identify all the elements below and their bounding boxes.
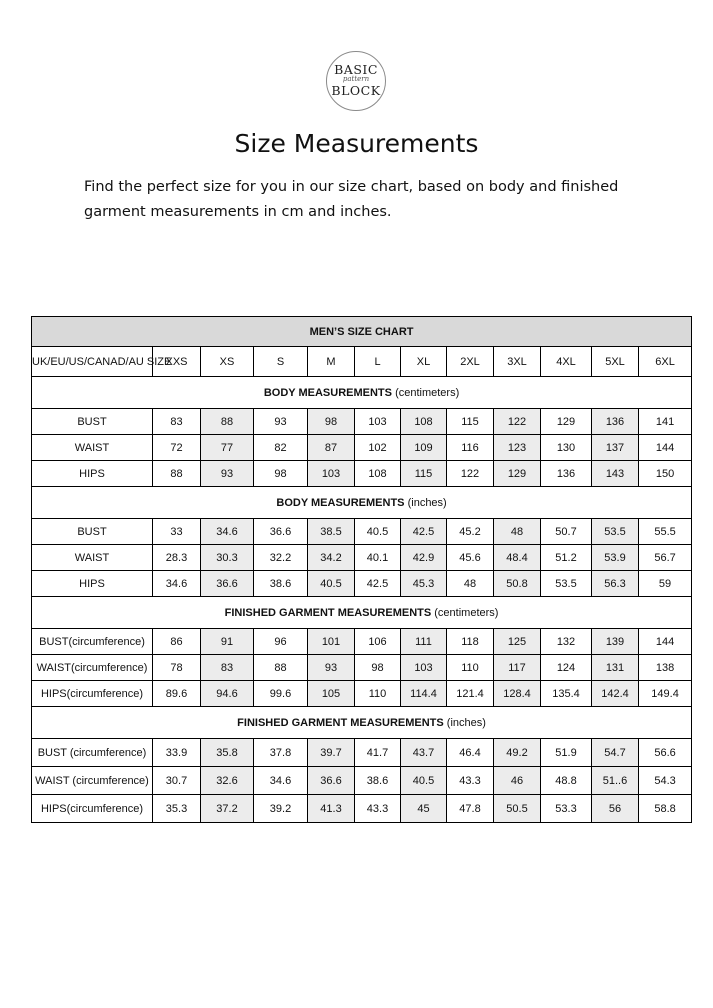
measurement-cell: 42.9 [401, 545, 447, 571]
measurement-cell: 129 [494, 461, 541, 487]
measurement-cell: 43.3 [355, 795, 401, 823]
measurement-cell: 56 [592, 795, 639, 823]
measurement-cell: 88 [153, 461, 201, 487]
row-label: HIPS [32, 571, 153, 597]
logo-text-pattern: pattern [342, 75, 370, 83]
measurement-cell: 34.6 [153, 571, 201, 597]
measurement-cell: 86 [153, 629, 201, 655]
measurement-cell: 142.4 [592, 681, 639, 707]
section-unit: (centimeters) [395, 386, 460, 399]
size-header-cell: 4XL [541, 347, 592, 377]
measurement-cell: 128.4 [494, 681, 541, 707]
measurement-cell: 132 [541, 629, 592, 655]
measurement-cell: 34.6 [201, 519, 254, 545]
measurement-cell: 115 [401, 461, 447, 487]
measurement-cell: 43.7 [401, 739, 447, 767]
measurement-cell: 49.2 [494, 739, 541, 767]
measurement-cell: 46 [494, 767, 541, 795]
measurement-cell: 53.5 [541, 571, 592, 597]
row-label: HIPS [32, 461, 153, 487]
measurement-cell: 124 [541, 655, 592, 681]
measurement-cell: 114.4 [401, 681, 447, 707]
measurement-cell: 123 [494, 435, 541, 461]
measurement-cell: 102 [355, 435, 401, 461]
measurement-cell: 40.1 [355, 545, 401, 571]
row-label: BUST(circumference) [32, 629, 153, 655]
measurement-cell: 30.7 [153, 767, 201, 795]
measurement-cell: 40.5 [308, 571, 355, 597]
measurement-cell: 72 [153, 435, 201, 461]
section-unit: (inches) [446, 716, 486, 729]
table-row [32, 739, 692, 767]
measurement-cell: 135.4 [541, 681, 592, 707]
measurement-cell: 48 [447, 571, 494, 597]
measurement-cell: 88 [254, 655, 308, 681]
table-row [32, 435, 692, 461]
table-row [32, 461, 692, 487]
measurement-cell: 38.6 [355, 767, 401, 795]
measurement-cell: 54.3 [639, 767, 692, 795]
measurement-cell: 32.6 [201, 767, 254, 795]
measurement-cell: 51.9 [541, 739, 592, 767]
measurement-cell: 103 [308, 461, 355, 487]
measurement-cell: 122 [447, 461, 494, 487]
measurement-cell: 78 [153, 655, 201, 681]
measurement-cell: 48.8 [541, 767, 592, 795]
row-label: HIPS(circumference) [32, 795, 153, 823]
row-label: BUST [32, 409, 153, 435]
measurement-cell: 93 [201, 461, 254, 487]
table-row [32, 571, 692, 597]
measurement-cell: 136 [592, 409, 639, 435]
measurement-cell: 45.3 [401, 571, 447, 597]
measurement-cell: 53.9 [592, 545, 639, 571]
measurement-cell: 125 [494, 629, 541, 655]
section-unit: (centimeters) [434, 606, 499, 619]
table-row [32, 409, 692, 435]
section-header-row [32, 597, 692, 629]
section-header-row [32, 377, 692, 409]
measurement-cell: 116 [447, 435, 494, 461]
section-title [32, 597, 692, 629]
section-title-text: BODY MEASUREMENTS [276, 496, 405, 509]
size-header-cell: 2XL [447, 347, 494, 377]
row-label: WAIST (circumference) [32, 767, 153, 795]
measurement-cell: 36.6 [201, 571, 254, 597]
measurement-cell: 130 [541, 435, 592, 461]
measurement-cell: 45.6 [447, 545, 494, 571]
measurement-cell: 38.5 [308, 519, 355, 545]
measurement-cell: 45 [401, 795, 447, 823]
section-title [32, 377, 692, 409]
row-label: WAIST(circumference) [32, 655, 153, 681]
section-title-text: FINISHED GARMENT MEASUREMENTS [224, 606, 432, 619]
size-header-cell: M [308, 347, 355, 377]
measurement-cell: 33.9 [153, 739, 201, 767]
measurement-cell: 54.7 [592, 739, 639, 767]
measurement-cell: 48.4 [494, 545, 541, 571]
section-title [32, 487, 692, 519]
measurement-cell: 37.2 [201, 795, 254, 823]
measurement-cell: 45.2 [447, 519, 494, 545]
size-header-cell: 3XL [494, 347, 541, 377]
section-header-row [32, 487, 692, 519]
measurement-cell: 91 [201, 629, 254, 655]
section-title [32, 707, 692, 739]
chart-heading: MEN’S SIZE CHART [32, 317, 692, 347]
measurement-cell: 98 [254, 461, 308, 487]
measurement-cell: 144 [639, 435, 692, 461]
size-header-cell: XXS [153, 347, 201, 377]
measurement-cell: 40.5 [355, 519, 401, 545]
measurement-cell: 30.3 [201, 545, 254, 571]
measurement-cell: 143 [592, 461, 639, 487]
size-chart-table [31, 316, 692, 823]
measurement-cell: 139 [592, 629, 639, 655]
measurement-cell: 83 [153, 409, 201, 435]
measurement-cell: 94.6 [201, 681, 254, 707]
measurement-cell: 56.7 [639, 545, 692, 571]
measurement-cell: 101 [308, 629, 355, 655]
measurement-cell: 131 [592, 655, 639, 681]
table-row [32, 545, 692, 571]
table-row [32, 681, 692, 707]
intro-text: Find the perfect size for you in our size chart, based on body and finished garment measurements in cm and inches. [84, 179, 619, 220]
measurement-cell: 56.6 [639, 739, 692, 767]
measurement-cell: 46.4 [447, 739, 494, 767]
measurement-cell: 115 [447, 409, 494, 435]
measurement-cell: 53.3 [541, 795, 592, 823]
size-header-cell: L [355, 347, 401, 377]
measurement-cell: 36.6 [254, 519, 308, 545]
table-row [32, 767, 692, 795]
measurement-cell: 87 [308, 435, 355, 461]
table-row [32, 519, 692, 545]
measurement-cell: 111 [401, 629, 447, 655]
measurement-cell: 108 [401, 409, 447, 435]
row-label: BUST (circumference) [32, 739, 153, 767]
row-label: WAIST [32, 545, 153, 571]
measurement-cell: 122 [494, 409, 541, 435]
measurement-cell: 50.7 [541, 519, 592, 545]
measurement-cell: 33 [153, 519, 201, 545]
measurement-cell: 82 [254, 435, 308, 461]
measurement-cell: 58.8 [639, 795, 692, 823]
measurement-cell: 56.3 [592, 571, 639, 597]
brand-logo [326, 51, 386, 111]
row-label: BUST [32, 519, 153, 545]
measurement-cell: 103 [355, 409, 401, 435]
measurement-cell: 41.3 [308, 795, 355, 823]
measurement-cell: 37.8 [254, 739, 308, 767]
measurement-cell: 129 [541, 409, 592, 435]
measurement-cell: 110 [355, 681, 401, 707]
table-row [32, 655, 692, 681]
measurement-cell: 51.2 [541, 545, 592, 571]
table-row [32, 629, 692, 655]
table-row [32, 795, 692, 823]
measurement-cell: 35.3 [153, 795, 201, 823]
size-header-cell: XS [201, 347, 254, 377]
measurement-cell: 144 [639, 629, 692, 655]
measurement-cell: 28.3 [153, 545, 201, 571]
measurement-cell: 50.8 [494, 571, 541, 597]
logo-text-block: BLOCK [331, 83, 381, 98]
measurement-cell: 39.2 [254, 795, 308, 823]
measurement-cell: 121.4 [447, 681, 494, 707]
measurement-cell: 38.6 [254, 571, 308, 597]
measurement-cell: 59 [639, 571, 692, 597]
row-label: HIPS(circumference) [32, 681, 153, 707]
measurement-cell: 136 [541, 461, 592, 487]
size-header-cell: XL [401, 347, 447, 377]
measurement-cell: 83 [201, 655, 254, 681]
measurement-cell: 32.2 [254, 545, 308, 571]
measurement-cell: 41.7 [355, 739, 401, 767]
measurement-cell: 34.6 [254, 767, 308, 795]
measurement-cell: 93 [308, 655, 355, 681]
section-header-row [32, 707, 692, 739]
size-header-cell: 5XL [592, 347, 639, 377]
measurement-cell: 88 [201, 409, 254, 435]
size-header-row [32, 347, 692, 377]
measurement-cell: 55.5 [639, 519, 692, 545]
measurement-cell: 39.7 [308, 739, 355, 767]
measurement-cell: 93 [254, 409, 308, 435]
row-label: WAIST [32, 435, 153, 461]
measurement-cell: 149.4 [639, 681, 692, 707]
measurement-cell: 137 [592, 435, 639, 461]
measurement-cell: 141 [639, 409, 692, 435]
measurement-cell: 40.5 [401, 767, 447, 795]
measurement-cell: 105 [308, 681, 355, 707]
measurement-cell: 42.5 [355, 571, 401, 597]
measurement-cell: 36.6 [308, 767, 355, 795]
measurement-cell: 108 [355, 461, 401, 487]
measurement-cell: 50.5 [494, 795, 541, 823]
measurement-cell: 109 [401, 435, 447, 461]
measurement-cell: 98 [355, 655, 401, 681]
section-unit: (inches) [407, 496, 447, 509]
measurement-cell: 34.2 [308, 545, 355, 571]
measurement-cell: 51..6 [592, 767, 639, 795]
measurement-cell: 138 [639, 655, 692, 681]
measurement-cell: 110 [447, 655, 494, 681]
size-header-cell: S [254, 347, 308, 377]
section-title-text: BODY MEASUREMENTS [263, 386, 392, 399]
measurement-cell: 35.8 [201, 739, 254, 767]
measurement-cell: 48 [494, 519, 541, 545]
measurement-cell: 43.3 [447, 767, 494, 795]
measurement-cell: 42.5 [401, 519, 447, 545]
size-header-cell: 6XL [639, 347, 692, 377]
measurement-cell: 118 [447, 629, 494, 655]
measurement-cell: 96 [254, 629, 308, 655]
measurement-cell: 47.8 [447, 795, 494, 823]
measurement-cell: 106 [355, 629, 401, 655]
size-system-label: UK/EU/US/CANAD/AU SIZE [32, 347, 153, 377]
measurement-cell: 99.6 [254, 681, 308, 707]
measurement-cell: 117 [494, 655, 541, 681]
section-title-text: FINISHED GARMENT MEASUREMENTS [237, 716, 444, 729]
page-title: Size Measurements [234, 129, 479, 158]
measurement-cell: 89.6 [153, 681, 201, 707]
measurement-cell: 150 [639, 461, 692, 487]
measurement-cell: 103 [401, 655, 447, 681]
measurement-cell: 98 [308, 409, 355, 435]
logo-text-basic: BASIC [334, 62, 378, 77]
chart-heading-row [32, 317, 692, 347]
measurement-cell: 53.5 [592, 519, 639, 545]
measurement-cell: 77 [201, 435, 254, 461]
